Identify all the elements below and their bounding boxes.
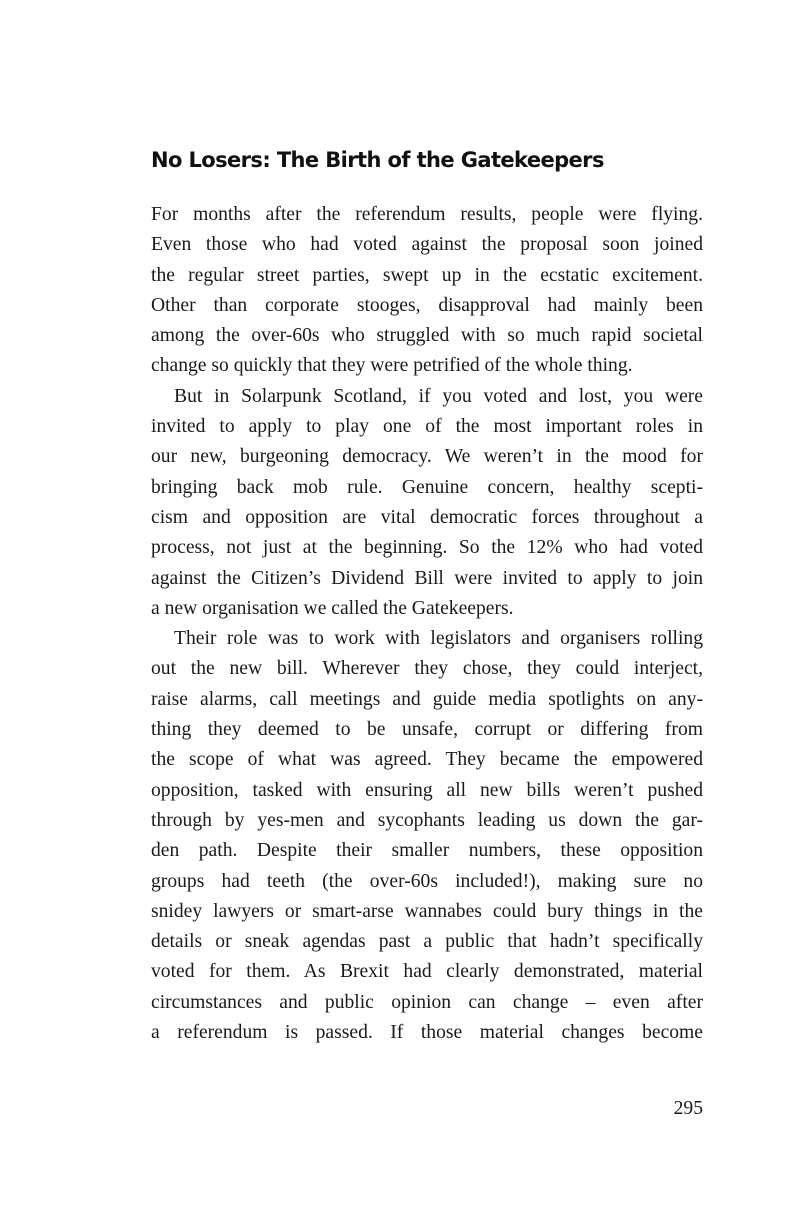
text-line: thing they deemed to be unsafe, corrupt or differing from: [151, 719, 703, 741]
text-line: voted for them. As Brexit had clearly demonstrated, material: [151, 961, 703, 983]
text-line: process, not just at the beginning. So the 12% who had voted: [151, 537, 703, 559]
text-line: among the over-60s who struggled with so much rapid societal: [151, 325, 703, 347]
text-line: circumstances and public opinion can change – even after: [151, 991, 703, 1013]
text-line: through by yes-men and sycophants leading us down the gar-: [151, 809, 703, 831]
text-line: snidey lawyers or smart-arse wannabes could bury things in the: [151, 900, 703, 922]
text-line: Even those who had voted against the proposal soon joined: [151, 234, 703, 256]
text-line: our new, burgeoning democracy. We weren’t in the mood for: [151, 446, 703, 468]
text-line: a referendum is passed. If those material changes become: [151, 1022, 703, 1044]
text-line: the regular street parties, swept up in the ecstatic excitement.: [151, 264, 703, 286]
text-line: cism and opposition are vital democratic forces throughout a: [151, 506, 703, 528]
text-line: den path. Despite their smaller numbers, these opposition: [151, 840, 703, 862]
section-heading: No Losers: The Birth of the Gatekeepers: [151, 148, 604, 172]
text-line: invited to apply to play one of the most important roles in: [151, 416, 703, 438]
text-line: a new organisation we called the Gatekeepers.: [151, 597, 514, 619]
text-line: against the Citizen’s Dividend Bill were invited to apply to join: [151, 567, 703, 589]
paragraph: [151, 200, 703, 382]
text-line: Their role was to work with legislators and organisers rolling: [174, 628, 703, 650]
text-line: change so quickly that they were petrified of the whole thing.: [151, 355, 633, 377]
paragraph: [151, 624, 703, 1048]
text-line: the scope of what was agreed. They became the empowered: [151, 749, 703, 771]
text-line: bringing back mob rule. Genuine concern, healthy scepti-: [151, 476, 703, 498]
text-line: details or sneak agendas past a public that hadn’t specifically: [151, 931, 703, 953]
text-line: For months after the referendum results, people were flying.: [151, 204, 703, 225]
text-line: raise alarms, call meetings and guide media spotlights on any-: [151, 688, 703, 710]
text-line: Other than corporate stooges, disapproval had mainly been: [151, 294, 703, 316]
body-text: [151, 200, 703, 1048]
page-number: 295: [673, 1098, 703, 1119]
paragraph: [151, 382, 703, 624]
text-line: But in Solarpunk Scotland, if you voted and lost, you were: [174, 385, 703, 407]
text-line: opposition, tasked with ensuring all new bills weren’t pushed: [151, 779, 703, 801]
text-line: out the new bill. Wherever they chose, they could interject,: [151, 658, 703, 680]
text-line: groups had teeth (the over-60s included!), making sure no: [151, 870, 703, 892]
